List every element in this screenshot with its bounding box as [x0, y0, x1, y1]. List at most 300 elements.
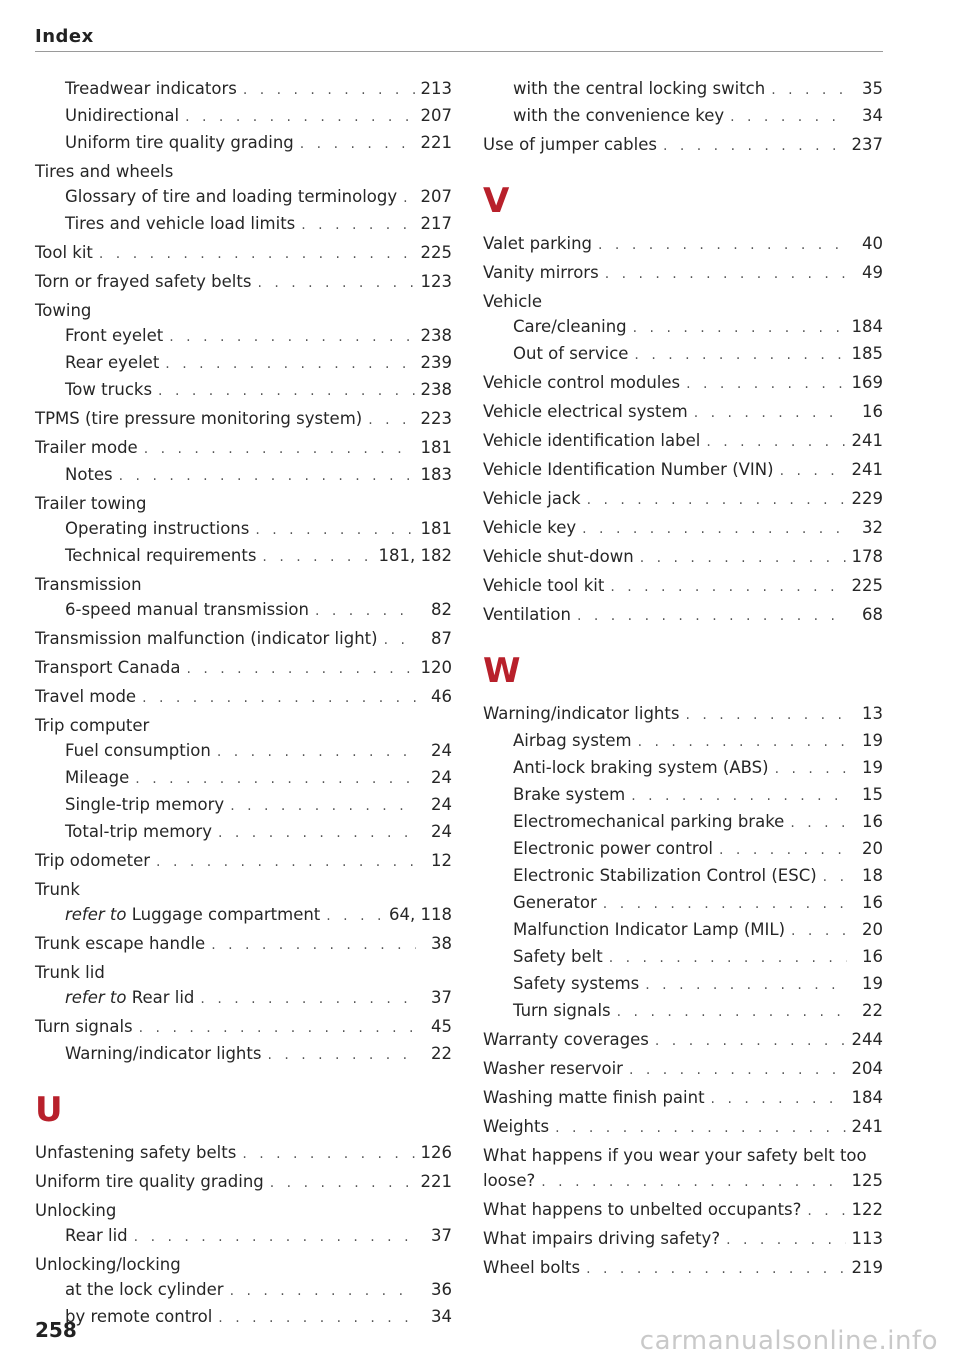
dot-leader [582, 517, 847, 542]
dot-leader [99, 242, 415, 267]
dot-leader [300, 132, 415, 157]
index-heading: Towing [35, 301, 92, 320]
index-entry [35, 76, 452, 103]
page-reference: 64, 118 [389, 905, 452, 924]
page-reference: 120 [420, 658, 452, 677]
index-entry [35, 792, 452, 819]
index-entry-label: Unidirectional [65, 106, 180, 125]
index-entry [483, 836, 883, 863]
index-entry [35, 269, 452, 296]
index-entry [35, 516, 452, 543]
page-reference: 34 [862, 106, 883, 125]
dot-leader [711, 1087, 846, 1112]
index-entry [483, 782, 883, 809]
index-entry [35, 130, 452, 157]
index-entry [35, 985, 452, 1012]
index-entry [35, 684, 452, 711]
page-reference: 12 [431, 851, 452, 870]
index-entry [35, 1304, 452, 1331]
dot-leader [555, 1116, 845, 1141]
page-reference: 16 [862, 893, 883, 912]
index-entry-label: Tires and vehicle load limits [65, 214, 296, 233]
index-entry [35, 103, 452, 130]
index-entry [483, 1085, 883, 1112]
page-reference: 37 [431, 988, 452, 1007]
index-entry-label: Vehicle tool kit [483, 576, 605, 595]
index-entry [35, 738, 452, 765]
index-entry-label: Technical requirements [65, 546, 257, 565]
page-reference: 37 [431, 1226, 452, 1245]
page-reference: 24 [431, 822, 452, 841]
index-entry [483, 917, 883, 944]
index-heading: Tires and wheels [35, 162, 174, 181]
index-column-left [35, 76, 452, 1331]
index-entry-label: Care/cleaning [513, 317, 627, 336]
page-reference: 19 [862, 758, 883, 777]
dot-leader [315, 599, 416, 624]
dot-leader [186, 657, 414, 682]
dot-leader [586, 1257, 845, 1282]
index-column-right [483, 76, 883, 1282]
page-reference: 184 [851, 1088, 883, 1107]
index-entry [483, 260, 883, 287]
index-entry [483, 809, 883, 836]
dot-leader [218, 821, 416, 846]
dot-leader [634, 343, 845, 368]
index-entry-label: Out of service [513, 344, 629, 363]
dot-leader [598, 233, 847, 258]
dot-leader [242, 1142, 414, 1167]
index-heading: Trip computer [35, 716, 150, 735]
index-entry-label: Washer reservoir [483, 1059, 623, 1078]
watermark-text: carmanualsonline.info [639, 1326, 938, 1356]
page-reference: 113 [851, 1229, 883, 1248]
index-entry [35, 848, 452, 875]
index-entry [35, 655, 452, 682]
index-entry [483, 1226, 883, 1253]
index-entry [483, 314, 883, 341]
index-entry [35, 597, 452, 624]
dot-leader [243, 78, 415, 103]
page-reference: 46 [431, 687, 452, 706]
index-entry-label: Transport Canada [35, 658, 181, 677]
index-entry-label: Electronic power control [513, 839, 714, 858]
dot-leader [142, 686, 416, 711]
index-heading: Trunk lid [35, 963, 105, 982]
page-reference: 237 [851, 135, 883, 154]
index-entry-label [65, 902, 320, 927]
dot-leader [217, 740, 416, 765]
dot-leader [200, 987, 416, 1012]
index-heading: Unlocking [35, 1201, 117, 1220]
section-letter: W [483, 651, 521, 691]
index-entry-label: with the central locking switch [513, 79, 766, 98]
dot-leader [185, 105, 414, 130]
dot-leader [655, 1029, 846, 1054]
page-reference: 223 [420, 409, 452, 428]
page-reference: 38 [431, 934, 452, 953]
dot-leader [403, 186, 414, 211]
page-reference: 183 [420, 465, 452, 484]
dot-leader [139, 1016, 416, 1041]
index-entry [35, 1140, 452, 1167]
index-entry-label: Travel mode [35, 687, 137, 706]
page-reference: 16 [862, 812, 883, 831]
index-entry-label: Torn or frayed safety belts [35, 272, 252, 291]
index-entry-label: Anti-lock braking system (ABS) [513, 758, 769, 777]
dot-leader [134, 1225, 416, 1250]
index-entry [35, 211, 452, 238]
dot-leader [119, 464, 415, 489]
index-heading: Trunk [35, 880, 80, 899]
page-reference: 221 [420, 1172, 452, 1191]
index-entry [35, 626, 452, 653]
index-entry [35, 819, 452, 846]
page-reference: 40 [862, 234, 883, 253]
page-reference: 18 [862, 866, 883, 885]
dot-leader [726, 1228, 845, 1253]
index-entry [35, 765, 452, 792]
index-entry [483, 103, 883, 130]
dot-leader [823, 865, 847, 890]
dot-leader [257, 271, 414, 296]
page-reference: 24 [431, 741, 452, 760]
header-divider [35, 51, 883, 52]
index-entry-label: 6-speed manual transmission [65, 600, 309, 619]
index-entry-label: Rear eyelet [65, 353, 160, 372]
index-entry [483, 132, 883, 159]
section-letter: V [483, 181, 510, 221]
index-entry [483, 728, 883, 755]
index-entry-label: Electronic Stabilization Control (ESC) [513, 866, 817, 885]
index-entry-label: Treadwear indicators [65, 79, 237, 98]
index-entry [483, 515, 883, 542]
page-reference: 32 [862, 518, 883, 537]
dot-leader [169, 325, 414, 350]
page-reference: 219 [851, 1258, 883, 1277]
page-reference: 181 [420, 438, 452, 457]
index-entry-label: Valet parking [483, 234, 593, 253]
page-reference: 22 [431, 1044, 452, 1063]
page-reference: 122 [851, 1200, 883, 1219]
index-entry [35, 902, 452, 929]
index-entry-label: Rear lid [65, 1226, 128, 1245]
page-reference: 229 [851, 489, 883, 508]
page-reference: 49 [862, 263, 883, 282]
index-entry-label: Airbag system [513, 731, 632, 750]
page-reference: 238 [420, 326, 452, 345]
dot-leader [685, 703, 847, 728]
index-entry-label: Washing matte finish paint [483, 1088, 705, 1107]
page-reference: 244 [851, 1030, 883, 1049]
page-reference: 45 [431, 1017, 452, 1036]
index-entry-label: Vehicle control modules [483, 373, 681, 392]
index-entry [35, 323, 452, 350]
page-reference: 178 [851, 547, 883, 566]
dot-leader [230, 1279, 416, 1304]
page-reference: 221 [420, 133, 452, 152]
index-entry-label: Use of jumper cables [483, 135, 657, 154]
page-reference: 13 [862, 704, 883, 723]
index-entry [483, 486, 883, 513]
index-entry [483, 890, 883, 917]
index-entry [35, 350, 452, 377]
dot-leader [587, 488, 846, 513]
dot-leader [262, 545, 372, 570]
dot-leader [609, 946, 847, 971]
index-entry-label: loose? [483, 1171, 536, 1190]
dot-leader [638, 730, 847, 755]
page-reference: 15 [862, 785, 883, 804]
dot-leader [775, 757, 847, 782]
page-header-title: Index [35, 26, 94, 47]
index-entry-label: Operating instructions [65, 519, 250, 538]
index-entry [483, 76, 883, 103]
index-entry-label: What impairs driving safety? [483, 1229, 721, 1248]
page-reference: 82 [431, 600, 452, 619]
dot-leader [368, 408, 414, 433]
index-entry [483, 1114, 883, 1141]
page-reference: 34 [431, 1307, 452, 1326]
index-entry-label: Single-trip memory [65, 795, 225, 814]
index-entry [483, 457, 883, 484]
index-entry-label: Uniform tire quality grading [65, 133, 294, 152]
index-entry-label: Warranty coverages [483, 1030, 649, 1049]
dot-leader [791, 919, 847, 944]
dot-leader [541, 1170, 845, 1195]
dot-leader [686, 372, 845, 397]
page-reference: 20 [862, 839, 883, 858]
index-entry [483, 971, 883, 998]
page-reference: 225 [420, 243, 452, 262]
page-reference: 241 [851, 1117, 883, 1136]
page-reference: 24 [431, 795, 452, 814]
index-entry-label [65, 985, 194, 1010]
page-reference: 87 [431, 629, 452, 648]
index-entry-label: Tow trucks [65, 380, 153, 399]
index-entry-label: Wheel bolts [483, 1258, 581, 1277]
index-entry [35, 406, 452, 433]
index-entry-label: Turn signals [513, 1001, 611, 1020]
index-entry [35, 377, 452, 404]
index-entry-label: Glossary of tire and loading terminology [65, 187, 398, 206]
index-entry [35, 1041, 452, 1068]
index-entry-label: Ventilation [483, 605, 571, 624]
index-entry [35, 1223, 452, 1250]
index-heading: Unlocking/locking [35, 1255, 181, 1274]
index-entry-label: What happens if you wear your safety belt too [483, 1146, 867, 1165]
index-entry [483, 544, 883, 571]
index-entry-label: Malfunction Indicator Lamp (MIL) [513, 920, 786, 939]
dot-leader [255, 518, 414, 543]
index-entry [35, 1277, 452, 1304]
page-reference: 241 [851, 460, 883, 479]
index-entry-label: Vehicle key [483, 518, 577, 537]
page-reference: 207 [420, 187, 452, 206]
page-reference: 204 [851, 1059, 883, 1078]
page-reference: 239 [420, 353, 452, 372]
index-entry-label: Trunk escape handle [35, 934, 206, 953]
index-entry-label: Electromechanical parking brake [513, 812, 785, 831]
dot-leader [694, 401, 847, 426]
page-reference: 123 [420, 272, 452, 291]
cross-reference-target: Rear lid [131, 988, 195, 1007]
dot-leader [211, 933, 416, 958]
index-entry [483, 1197, 883, 1224]
dot-leader [230, 794, 416, 819]
page-reference: 217 [420, 214, 452, 233]
index-entry-label: Uniform tire quality grading [35, 1172, 264, 1191]
index-entry-label: Trailer mode [35, 438, 138, 457]
dot-leader [156, 850, 416, 875]
dot-leader [301, 213, 414, 238]
index-entry-label: with the convenience key [513, 106, 725, 125]
page-reference: 184 [851, 317, 883, 336]
page-reference: 16 [862, 402, 883, 421]
page-reference: 35 [862, 79, 883, 98]
dot-leader [384, 628, 416, 653]
index-entry [483, 944, 883, 971]
index-entry [35, 435, 452, 462]
page-reference: 181, 182 [378, 546, 452, 565]
index-entry-label: Total-trip memory [65, 822, 212, 841]
dot-leader [165, 352, 414, 377]
index-entry [483, 428, 883, 455]
section-letter: U [35, 1090, 63, 1130]
index-entry [483, 602, 883, 629]
index-entry-label: at the lock cylinder [65, 1280, 224, 1299]
dot-leader [807, 1199, 845, 1224]
index-entry-label: Safety systems [513, 974, 640, 993]
index-entry [483, 341, 883, 368]
dot-leader [771, 78, 847, 103]
index-entry [483, 1168, 883, 1195]
index-heading: Vehicle [483, 292, 543, 311]
index-entry-label: Vanity mirrors [483, 263, 599, 282]
index-entry-label: Weights [483, 1117, 550, 1136]
index-entry-label: Vehicle electrical system [483, 402, 688, 421]
cross-reference-prefix: refer to [65, 905, 127, 924]
index-entry [35, 931, 452, 958]
index-heading: Trailer towing [35, 494, 147, 513]
dot-leader [790, 811, 847, 836]
index-entry-label: Transmission malfunction (indicator light) [35, 629, 378, 648]
dot-leader [605, 262, 847, 287]
dot-leader [577, 604, 847, 629]
page-reference: 125 [851, 1171, 883, 1190]
dot-leader [617, 1000, 847, 1025]
index-entry [483, 863, 883, 890]
index-entry-label: What happens to unbelted occupants? [483, 1200, 802, 1219]
page-reference: 185 [851, 344, 883, 363]
dot-leader [645, 973, 847, 998]
dot-leader [780, 459, 846, 484]
index-entry-label: Vehicle jack [483, 489, 581, 508]
page-reference: 22 [862, 1001, 883, 1020]
page-reference: 68 [862, 605, 883, 624]
page-reference: 20 [862, 920, 883, 939]
dot-leader [663, 134, 846, 159]
dot-leader [267, 1043, 416, 1068]
index-entry [483, 399, 883, 426]
index-entry [35, 184, 452, 211]
index-entry-label: Vehicle Identification Number (VIN) [483, 460, 774, 479]
dot-leader [730, 105, 847, 130]
index-entry [35, 462, 452, 489]
page-reference: 225 [851, 576, 883, 595]
index-entry [483, 998, 883, 1025]
index-entry-label: Generator [513, 893, 597, 912]
index-entry-label: Safety belt [513, 947, 603, 966]
dot-leader [158, 379, 414, 404]
dot-leader [270, 1171, 415, 1196]
dot-leader [640, 546, 846, 571]
index-entry [483, 1255, 883, 1282]
index-entry [35, 1169, 452, 1196]
index-entry-label: Fuel consumption [65, 741, 211, 760]
index-entry-label: Vehicle identification label [483, 431, 701, 450]
index-entry [483, 573, 883, 600]
page-reference: 19 [862, 731, 883, 750]
index-entry-label: Warning/indicator lights [483, 704, 680, 723]
page-reference: 36 [431, 1280, 452, 1299]
dot-leader [719, 838, 847, 863]
index-entry-label: TPMS (tire pressure monitoring system) [35, 409, 363, 428]
page-reference: 19 [862, 974, 883, 993]
page-reference: 213 [420, 79, 452, 98]
index-entry-label: Trip odometer [35, 851, 151, 870]
page-reference: 169 [851, 373, 883, 392]
index-entry-label: Mileage [65, 768, 130, 787]
index-entry [483, 1027, 883, 1054]
cross-reference-prefix: refer to [65, 988, 127, 1007]
index-entry [483, 370, 883, 397]
index-entry-label: Turn signals [35, 1017, 133, 1036]
index-entry [483, 1056, 883, 1083]
page-number: 258 [35, 1318, 77, 1342]
index-entry [483, 755, 883, 782]
dot-leader [706, 430, 845, 455]
index-entry-label: Vehicle shut-down [483, 547, 634, 566]
dot-leader [610, 575, 845, 600]
dot-leader [633, 316, 846, 341]
index-entry-label: Brake system [513, 785, 626, 804]
dot-leader [631, 784, 847, 809]
dot-leader [144, 437, 415, 462]
dot-leader [135, 767, 416, 792]
index-entry-label: Notes [65, 465, 113, 484]
cross-reference-target: Luggage compartment [131, 905, 321, 924]
dot-leader [326, 904, 383, 929]
page-reference: 181 [420, 519, 452, 538]
index-entry-label: Tool kit [35, 243, 93, 262]
index-entry-label: by remote control [65, 1307, 213, 1326]
dot-leader [218, 1306, 416, 1331]
page-reference: 126 [420, 1143, 452, 1162]
index-entry [483, 231, 883, 258]
index-entry-label: Warning/indicator lights [65, 1044, 262, 1063]
index-entry-label: Front eyelet [65, 326, 164, 345]
index-entry [35, 543, 452, 570]
index-entry [35, 1014, 452, 1041]
index-entry-label: Unfastening safety belts [35, 1143, 237, 1162]
dot-leader [603, 892, 847, 917]
index-entry [35, 240, 452, 267]
page-reference: 24 [431, 768, 452, 787]
index-entry [483, 701, 883, 728]
dot-leader [629, 1058, 846, 1083]
page-reference: 238 [420, 380, 452, 399]
